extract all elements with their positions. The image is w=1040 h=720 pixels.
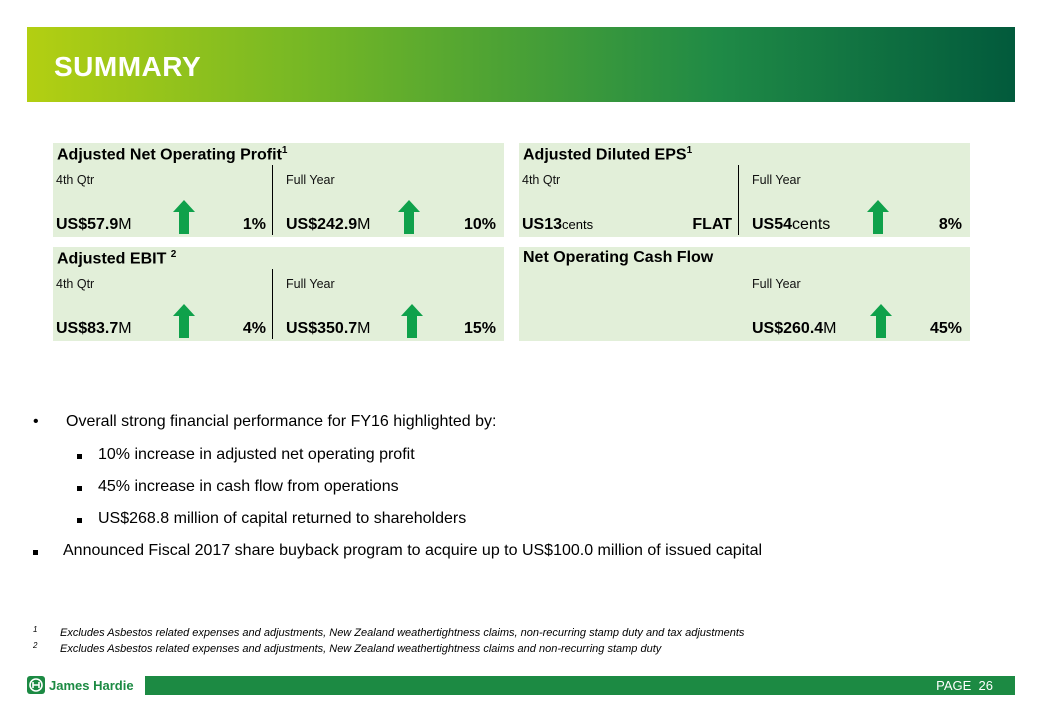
panel-operating-cash-flow	[519, 247, 970, 341]
page-number: PAGE 26	[936, 678, 993, 693]
metric-value: US$242.9M	[286, 216, 371, 233]
panel-diluted-eps	[519, 143, 970, 237]
change-percent: 45%	[929, 320, 962, 337]
panel-adjusted-ebit	[53, 247, 504, 341]
up-arrow-icon	[870, 304, 892, 338]
period-label: Full Year	[752, 277, 801, 291]
square-bullet-icon	[33, 550, 38, 555]
metric-value: US$260.4M	[752, 320, 837, 337]
change-percent: 8%	[938, 216, 962, 233]
divider	[272, 165, 273, 235]
period-label: Full Year	[286, 277, 335, 291]
change-percent: 4%	[242, 320, 266, 337]
bullet-text: 10% increase in adjusted net operating profit	[98, 446, 415, 463]
period-label: 4th Qtr	[56, 277, 95, 291]
up-arrow-icon	[398, 200, 420, 234]
period-label: 4th Qtr	[56, 173, 95, 187]
square-bullet-icon	[77, 454, 82, 459]
change-percent: 1%	[242, 216, 266, 233]
fullyear-cell	[286, 269, 500, 337]
change-percent: FLAT	[692, 216, 732, 233]
logo-mark-icon	[27, 676, 45, 694]
up-arrow-icon	[401, 304, 423, 338]
up-arrow-icon	[173, 304, 195, 338]
metric-value: US$350.7M	[286, 320, 371, 337]
metric-value: US$57.9M	[56, 216, 132, 233]
page-title: SUMMARY	[54, 51, 202, 82]
bullet-dot-icon: •	[33, 413, 39, 430]
bullet-text: Overall strong financial performance for FY16 highlighted by:	[66, 413, 497, 430]
divider	[738, 165, 739, 235]
square-bullet-icon	[77, 518, 82, 523]
fullyear-cell	[752, 165, 966, 233]
footnote-text: Excludes Asbestos related expenses and adjustments, New Zealand weathertightness claims, non-recurring stamp duty and tax adjustments	[60, 627, 745, 639]
quarter-cell	[522, 165, 736, 233]
square-bullet-icon	[77, 486, 82, 491]
change-percent: 15%	[463, 320, 496, 337]
panel-title: Adjusted Net Operating Profit$^1$	[57, 145, 288, 164]
period-label: Full Year	[752, 173, 801, 187]
period-label: 4th Qtr	[522, 173, 561, 187]
footnote-text: Excludes Asbestos related expenses and adjustments, New Zealand weathertightness claims and non-recurring stamp duty	[60, 643, 662, 655]
panel-title: Net Operating Cash Flow	[523, 249, 714, 266]
footer-bar	[145, 676, 1015, 695]
bullet-text: US$268.8 million of capital returned to shareholders	[98, 510, 467, 527]
bullet-text: Announced Fiscal 2017 share buyback program to acquire up to US$100.0 million of issued capital	[63, 542, 763, 559]
metric-value: US54cents	[752, 216, 831, 233]
panel-title: Adjusted Diluted EPS$^1$	[523, 145, 693, 164]
up-arrow-icon	[173, 200, 195, 234]
quarter-cell	[56, 165, 270, 233]
footnote-number: 2	[33, 641, 38, 650]
panel-net-operating-profit	[53, 143, 504, 237]
metric-value: US13cents	[522, 216, 594, 233]
quarter-cell	[56, 269, 270, 337]
panel-title: Adjusted EBIT $^2$	[57, 249, 177, 268]
fullyear-cell	[752, 269, 966, 337]
fullyear-cell	[286, 165, 500, 233]
title-banner	[27, 27, 1015, 102]
divider	[272, 269, 273, 339]
footnote-number: 1	[33, 625, 38, 634]
brand-name: James Hardie	[49, 678, 134, 693]
metric-value: US$83.7M	[56, 320, 132, 337]
change-percent: 10%	[463, 216, 496, 233]
period-label: Full Year	[286, 173, 335, 187]
company-logo	[27, 676, 139, 696]
bullet-text: 45% increase in cash flow from operations	[98, 478, 399, 495]
up-arrow-icon	[867, 200, 889, 234]
